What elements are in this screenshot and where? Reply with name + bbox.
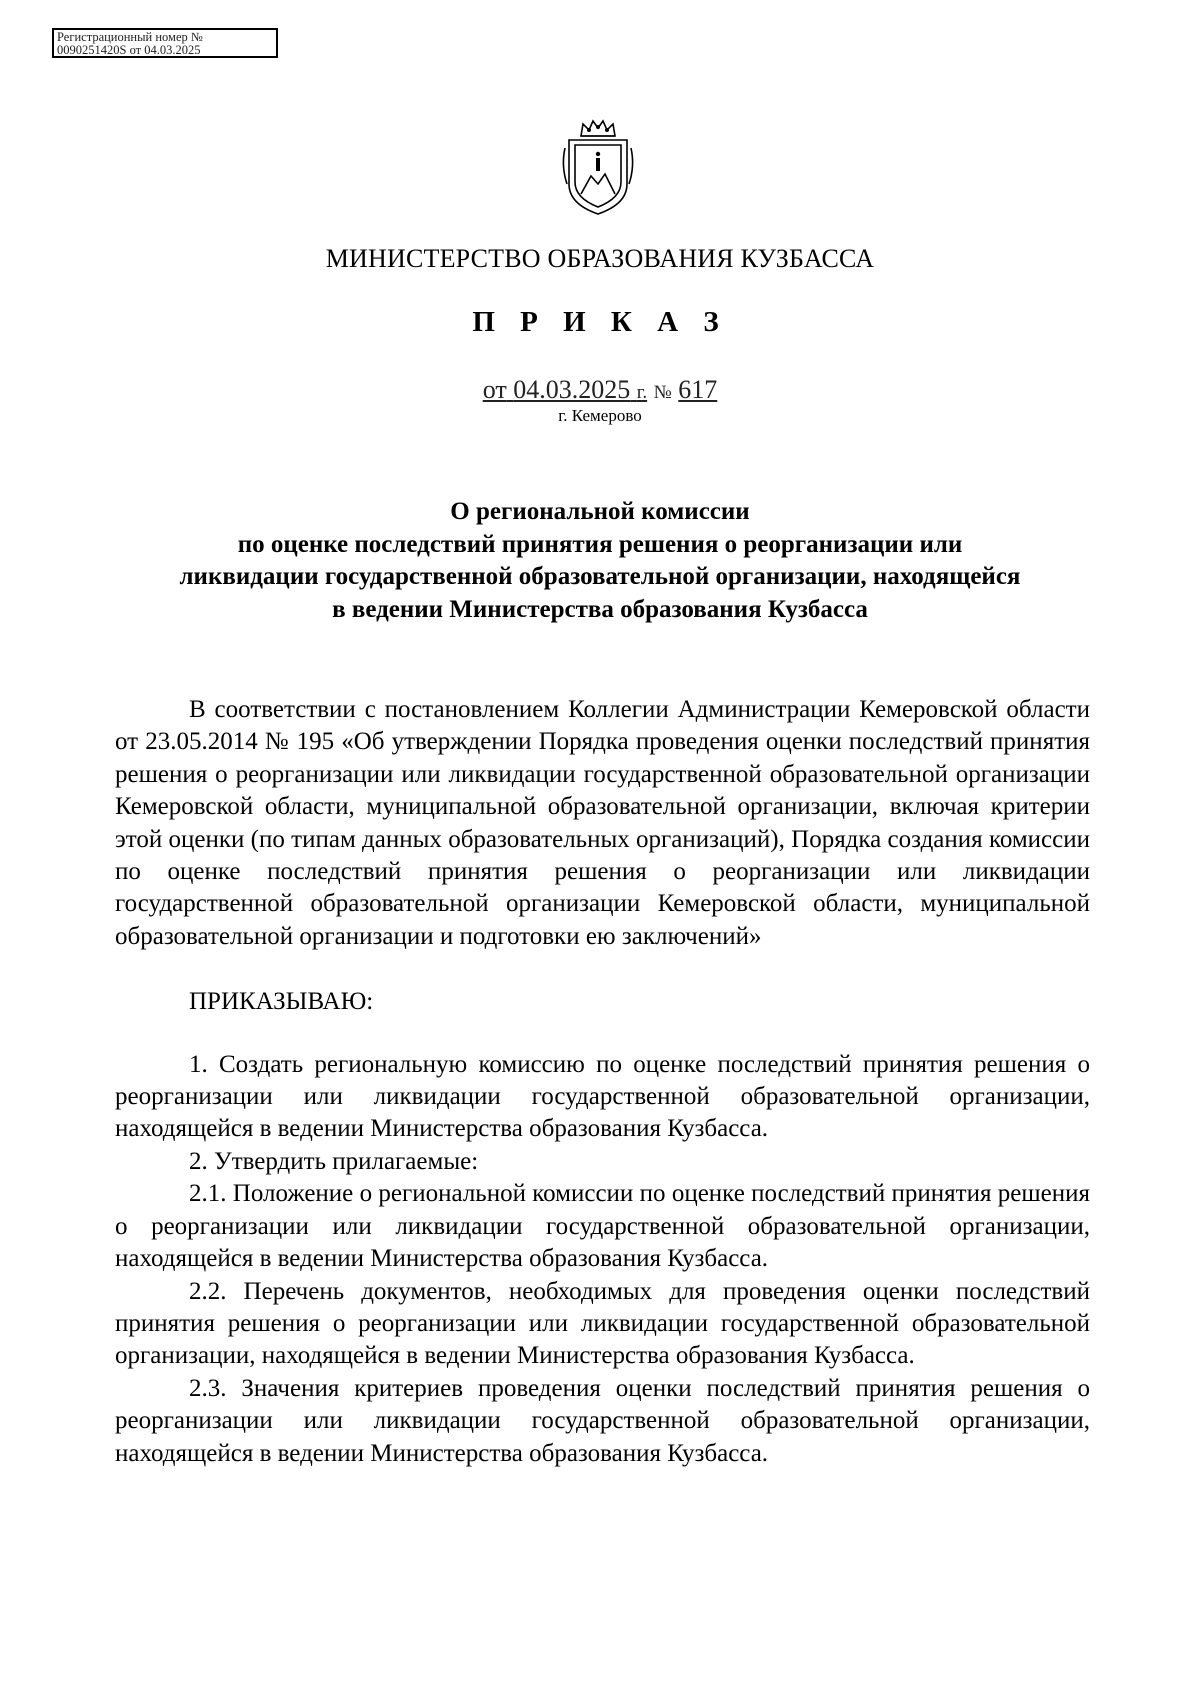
order-date-line bbox=[0, 375, 1200, 408]
order-date-field bbox=[483, 375, 647, 404]
order-item: 2.2. Перечень документов, необходимых для проведения оценки последствий принятия решения о реорганизации или ликвидации государственной образовательной организации, находящейся в ведении Министерства образования Кузбасса. bbox=[115, 1277, 1090, 1370]
number-sign: № bbox=[653, 382, 672, 403]
subject-line: ликвидации государственной образовательной организации, находящейся bbox=[179, 563, 1021, 590]
registration-line-2: 0090251420S от 04.03.2025 bbox=[57, 43, 201, 57]
order-item: 1. Создать региональную комиссию по оценке последствий принятия решения о реорганизации или ликвидации государственной образовательной организации, находящейся в ведении Министерства образования Кузбасса. bbox=[115, 1050, 1090, 1143]
subject-line: в ведении Министерства образования Кузбасса bbox=[332, 595, 868, 623]
subject-line: по оценке последствий принятия решения о реорганизации или bbox=[237, 530, 963, 558]
preamble-paragraph: В соответствии с постановлением Коллегии Администрации Кемеровской области от 23.05.2014 № 195 «Об утверждении Порядка проведения оценки последствий принятия решения о реорганизации или ликвидации государственной образовательной организации Кемеровской области, муниципальной образовательной организации, включая критерии этой оценки (по типам данных образовательных организаций), Порядка создания комиссии по оценке последствий принятия решения о реорганизации или ликвидации государственной образовательной организации Кемеровской области, муниципальной образовательной организации и подготовки ею заключений» bbox=[115, 696, 1090, 950]
order-word: ПРИКАЗЫВАЮ: bbox=[189, 988, 374, 1016]
order-number: 617 bbox=[678, 375, 718, 404]
registration-line-1: Регистрационный номер № bbox=[57, 30, 203, 44]
date-value: 04.03.2025 bbox=[513, 375, 631, 404]
order-subject bbox=[60, 496, 1140, 626]
order-body bbox=[115, 694, 1090, 1470]
ministry-name: МИНИСТЕРСТВО ОБРАЗОВАНИЯ КУЗБАССА bbox=[325, 244, 875, 273]
registration-number-box bbox=[52, 28, 278, 58]
city: г. Кемерово bbox=[558, 406, 642, 425]
order-item: 2. Утвердить прилагаемые: bbox=[189, 1147, 479, 1175]
subject-line: О региональной комиссии bbox=[450, 498, 750, 525]
kuzbass-coat-of-arms-icon bbox=[559, 118, 637, 218]
order-title: П Р И К А З bbox=[472, 306, 728, 338]
date-prefix: от bbox=[482, 375, 507, 404]
date-suffix: г. bbox=[636, 382, 648, 403]
order-item: 2.1. Положение о региональной комиссии по оценке последствий принятия решения о реорганизации или ликвидации государственной образовательной организации, находящейся в ведении Министерства образования Кузбасса. bbox=[115, 1180, 1090, 1273]
order-item: 2.3. Значения критериев проведения оценки последствий принятия решения о реорганизации или ликвидации государственной образовательной организации, находящейся в ведении Министерства образования Кузбасса. bbox=[115, 1374, 1090, 1467]
